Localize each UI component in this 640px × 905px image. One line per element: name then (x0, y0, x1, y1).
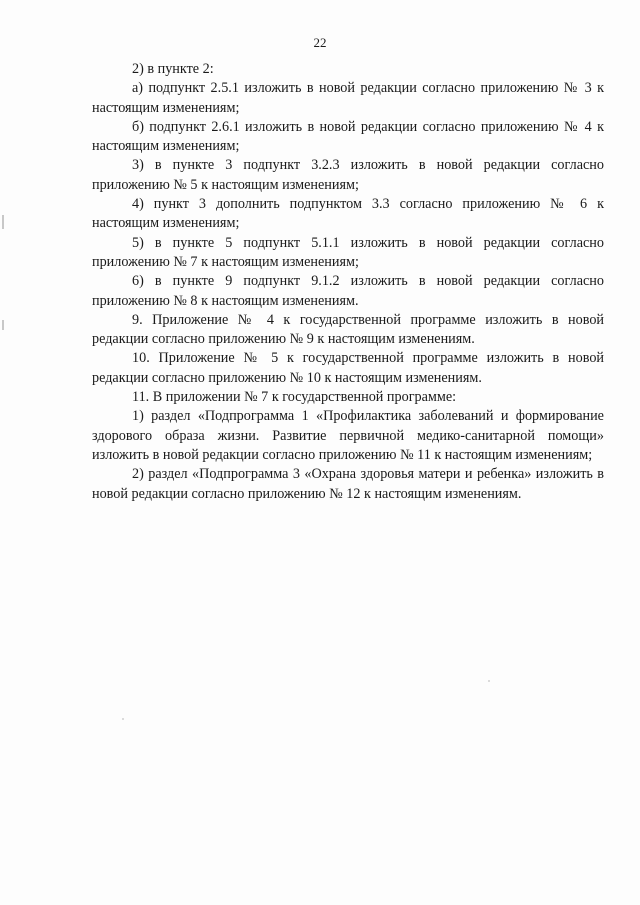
scan-speck (488, 680, 490, 682)
paragraph-section-11-item-1: 1) раздел «Подпрограмма 1 «Профилактика заболеваний и формирование здорового образа жизни. Развитие первичной медико-санитарной помощи» изложить в новой редакции согласно приложению № 11 к настоящим изменениям; (92, 408, 604, 463)
scan-margin-mark (2, 215, 4, 229)
paragraph-item-4: 4) пункт 3 дополнить подпунктом 3.3 согласно приложению № 6 к настоящим изменениям; (92, 196, 604, 232)
paragraph-item-2: 2) в пункте 2: (132, 61, 214, 77)
paragraph-section-11-item-2: 2) раздел «Подпрограмма 3 «Охрана здоровья матери и ребенка» изложить в новой редакции согласно приложению № 12 к настоящим изменениям. (92, 466, 604, 502)
document-body (92, 60, 604, 504)
page-number: 22 (313, 35, 327, 50)
scan-margin-mark (2, 320, 4, 330)
paragraph-item-3: 3) в пункте 3 подпункт 3.2.3 изложить в новой редакции согласно приложению № 5 к настоящим изменениям; (92, 157, 604, 193)
paragraph-section-9: 9. Приложение № 4 к государственной программе изложить в новой редакции согласно приложению № 9 к настоящим изменениям. (92, 311, 604, 348)
paragraph-section-11: 11. В приложении № 7 к государственной программе: (132, 389, 457, 406)
paragraph-subitem-b: б) подпункт 2.6.1 изложить в новой редакции согласно приложению № 4 к настоящим изменениям; (92, 118, 604, 155)
scan-speck (122, 718, 124, 720)
paragraph-item-5: 5) в пункте 5 подпункт 5.1.1 изложить в новой редакции согласно приложению № 7 к настоящим изменениям; (92, 234, 604, 270)
paragraph-subitem-a: а) подпункт 2.5.1 изложить в новой редакции согласно приложению № 3 к настоящим изменениям; (92, 80, 604, 116)
paragraph-item-6: 6) в пункте 9 подпункт 9.1.2 изложить в новой редакции согласно приложению № 8 к настоящим изменениям. (92, 273, 604, 309)
paragraph-section-10: 10. Приложение № 5 к государственной программе изложить в новой редакции согласно приложению № 10 к настоящим изменениям. (92, 350, 604, 386)
